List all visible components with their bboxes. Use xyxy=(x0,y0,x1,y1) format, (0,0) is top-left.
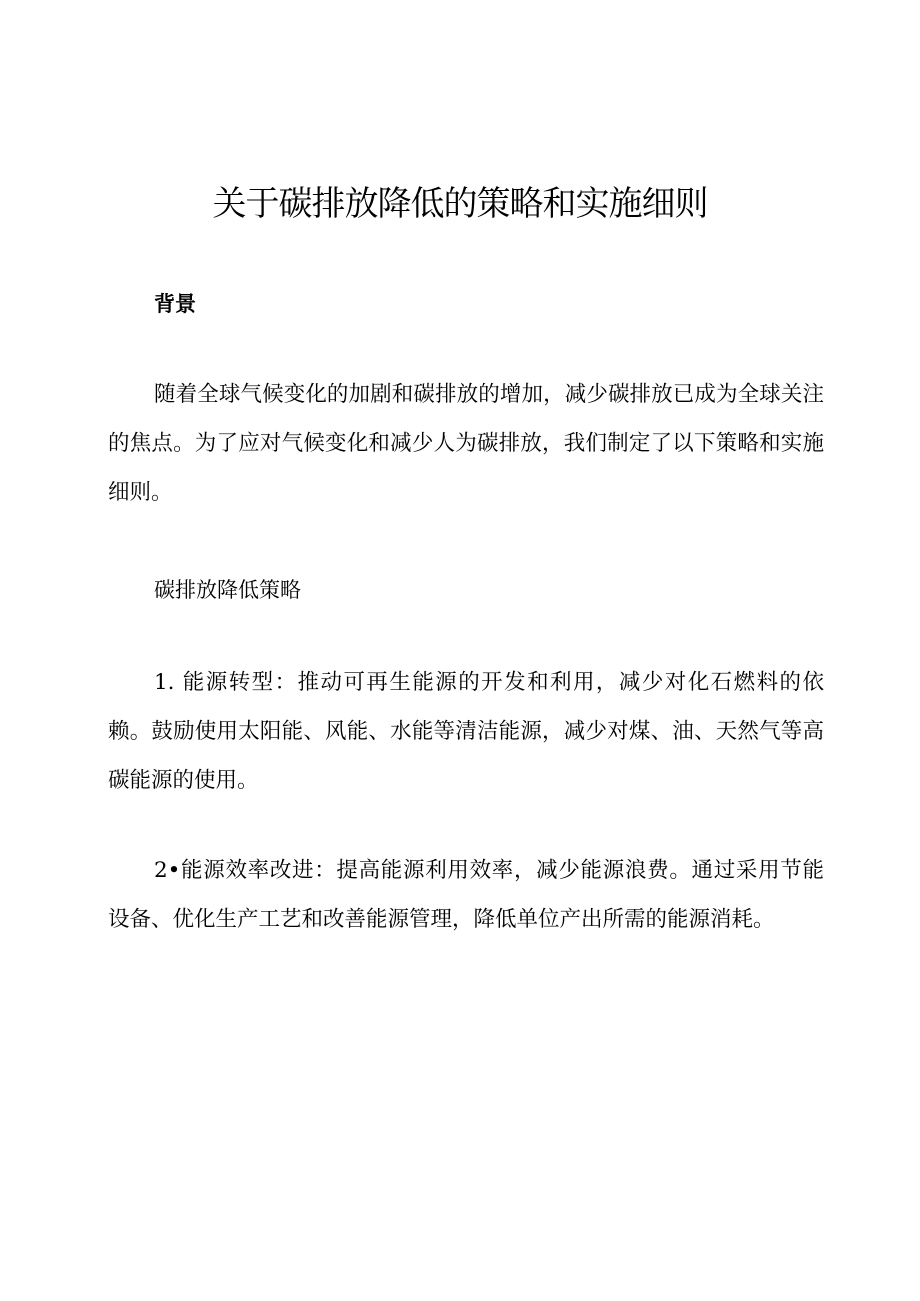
strategy-item-1: 1. 能源转型：推动可再生能源的开发和利用，减少对化石燃料的依赖。鼓励使用太阳能、风能、水能等清洁能源，减少对煤、油、天然气等高碳能源的使用。 xyxy=(108,670,824,793)
section-heading-background: 背景 xyxy=(154,292,196,316)
strategy-item-2: 2•能源效率改进：提高能源利用效率，减少能源浪费。通过采用节能设备、优化生产工艺和改善能源管理，降低单位产出所需的能源消耗。 xyxy=(108,858,824,932)
document-title: 关于碳排放降低的策略和实施细则 xyxy=(212,184,708,224)
intro-paragraph: 随着全球气候变化的加剧和碳排放的增加，减少碳排放已成为全球关注的焦点。为了应对气候变化和减少人为碳排放，我们制定了以下策略和实施细则。 xyxy=(108,382,824,505)
section-heading-strategy: 碳排放降低策略 xyxy=(154,578,301,602)
